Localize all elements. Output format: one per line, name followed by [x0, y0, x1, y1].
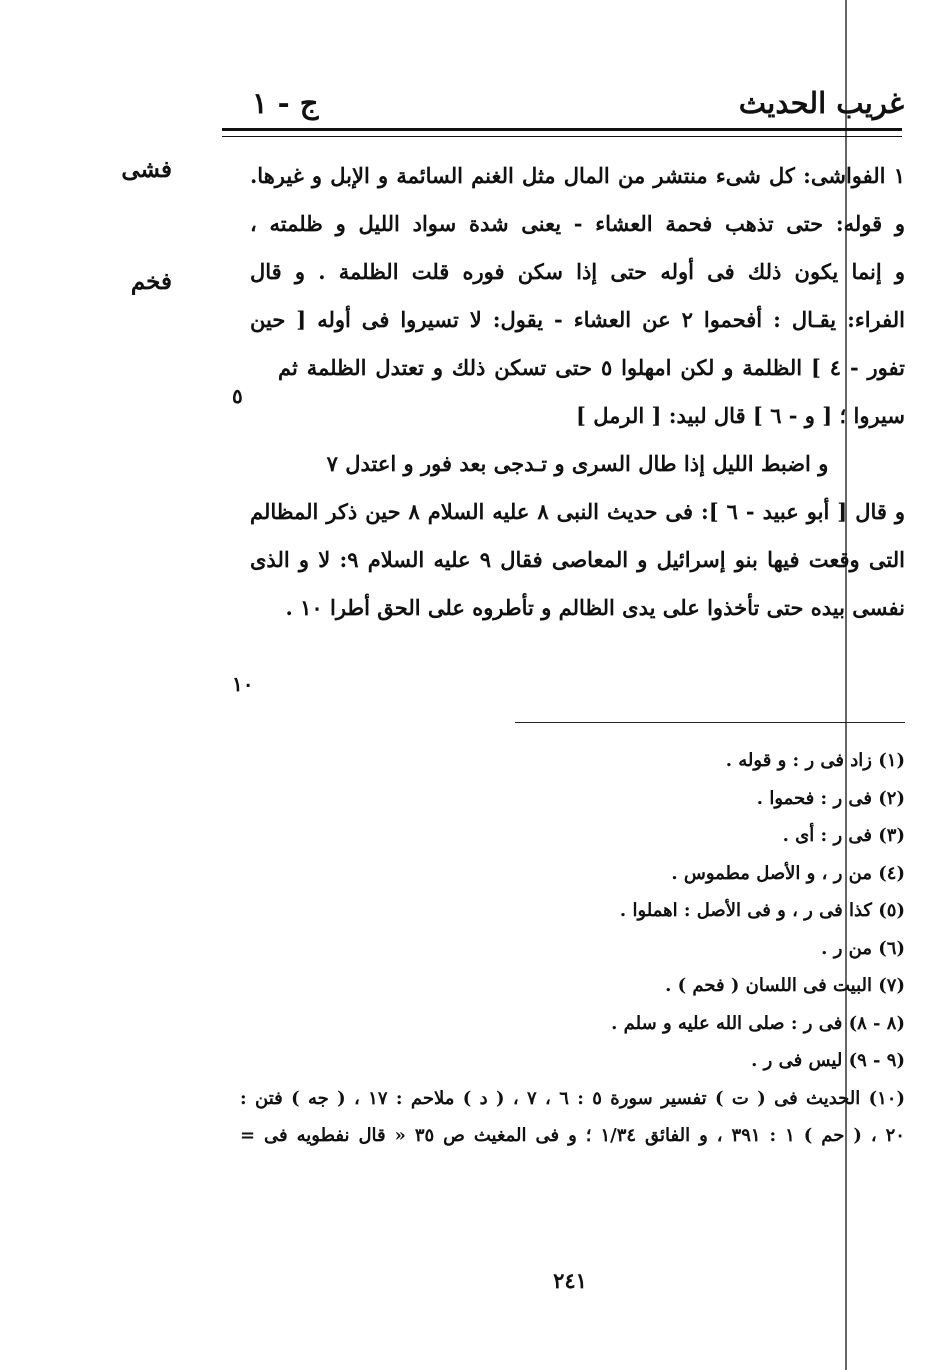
- footnote-7: (٧) البيت فى اللسان ( فحم ) .: [665, 975, 905, 996]
- margin-keyword-fasha: فشى: [121, 156, 172, 183]
- text-line: التى وقعت فيها بنو إسرائيل و المعاصى فقال ٩ عليه السلام ٩: لا و الذى: [250, 547, 905, 572]
- page-number: ٢٤١: [553, 1268, 587, 1293]
- footnote-1: (١) زاد فى ر : و قوله .: [725, 750, 905, 771]
- footnote-4: (٤) من ر ، و الأصل مطموس .: [671, 862, 905, 884]
- text-line: و إنما يكون ذلك فى أوله حتى إذا سكن فوره قلت الظلمة . و قال: [250, 259, 905, 284]
- text-line: الفراء: يقـال : أفحموا ٢ عن العشاء - يقول: لا تسيروا فى أوله [ حين: [250, 307, 905, 332]
- text-line: نفسى بيده حتى تأخذوا على يدى الظالم و تأطروه على الحق أطرا ١٠ .: [285, 595, 905, 620]
- text-line: و قال [ أبو عبيد - ٦ ]: فى حديث النبى ٨ عليه السلام ٨ حين ذكر المظالم: [250, 499, 905, 524]
- footnote-10: (١٠) الحديث فى ( ت ) تفسير سورة ٥ : ٦ ، ٧ ، ( د ) ملاحم : ١٧ ، ( جه ) فتن :: [240, 1087, 905, 1109]
- footnote-separator: [515, 722, 905, 723]
- header-rule-thin: [222, 136, 902, 137]
- footnote-6: (٦) من ر .: [821, 937, 905, 959]
- text-line: و قوله: حتى تذهب فحمة العشاء - يعنى شدة سواد الليل و ظلمته ،: [250, 211, 905, 236]
- text-line: سيروا ؛ [ و - ٦ ] قال لبيد: [ الرمل ]: [575, 403, 905, 428]
- footnote-9: (٩ - ٩) ليس فى ر .: [751, 1050, 905, 1071]
- text-line: تفور - ٤ ] الظلمة و لكن امهلوا ٥ حتى تسكن ذلك و تعتدل الظلمة ثم: [278, 355, 905, 380]
- header-rule-thick: [222, 128, 902, 131]
- text-line: ١ الفواشى: كل شىء منتشر من المال مثل الغنم السائمة و الإبل و غيرها.: [250, 163, 905, 188]
- footnote-2: (٢) فى ر : فحموا .: [756, 787, 905, 809]
- footnotes: [240, 742, 905, 1155]
- line-number-10: ١٠: [232, 672, 254, 696]
- footnote-3: (٣) فى ر : أى .: [782, 825, 905, 846]
- line-number-5: ٥: [232, 384, 243, 408]
- footnote-10-continued: ٢٠ ، ( حم ) ١ : ٣٩١ ، و الفائق ١/٣٤ ؛ و فى المغيث ص ٣٥ « قال نفطويه فى =: [240, 1125, 905, 1146]
- footnote-8: (٨ - ٨) فى ر : صلى الله عليه و سلم .: [611, 1012, 905, 1034]
- volume-label: ج - ١: [252, 86, 319, 120]
- poetry-verse: و اضبط الليل إذا طال السرى و تـدجى بعد فور و اعتدل ٧: [326, 451, 829, 476]
- running-title: غريب الحديث: [738, 86, 904, 120]
- main-text: [250, 152, 905, 632]
- margin-keyword-fahm: فخم: [130, 268, 172, 295]
- footnote-5: (٥) كذا فى ر ، و فى الأصل : اهملوا .: [619, 900, 905, 921]
